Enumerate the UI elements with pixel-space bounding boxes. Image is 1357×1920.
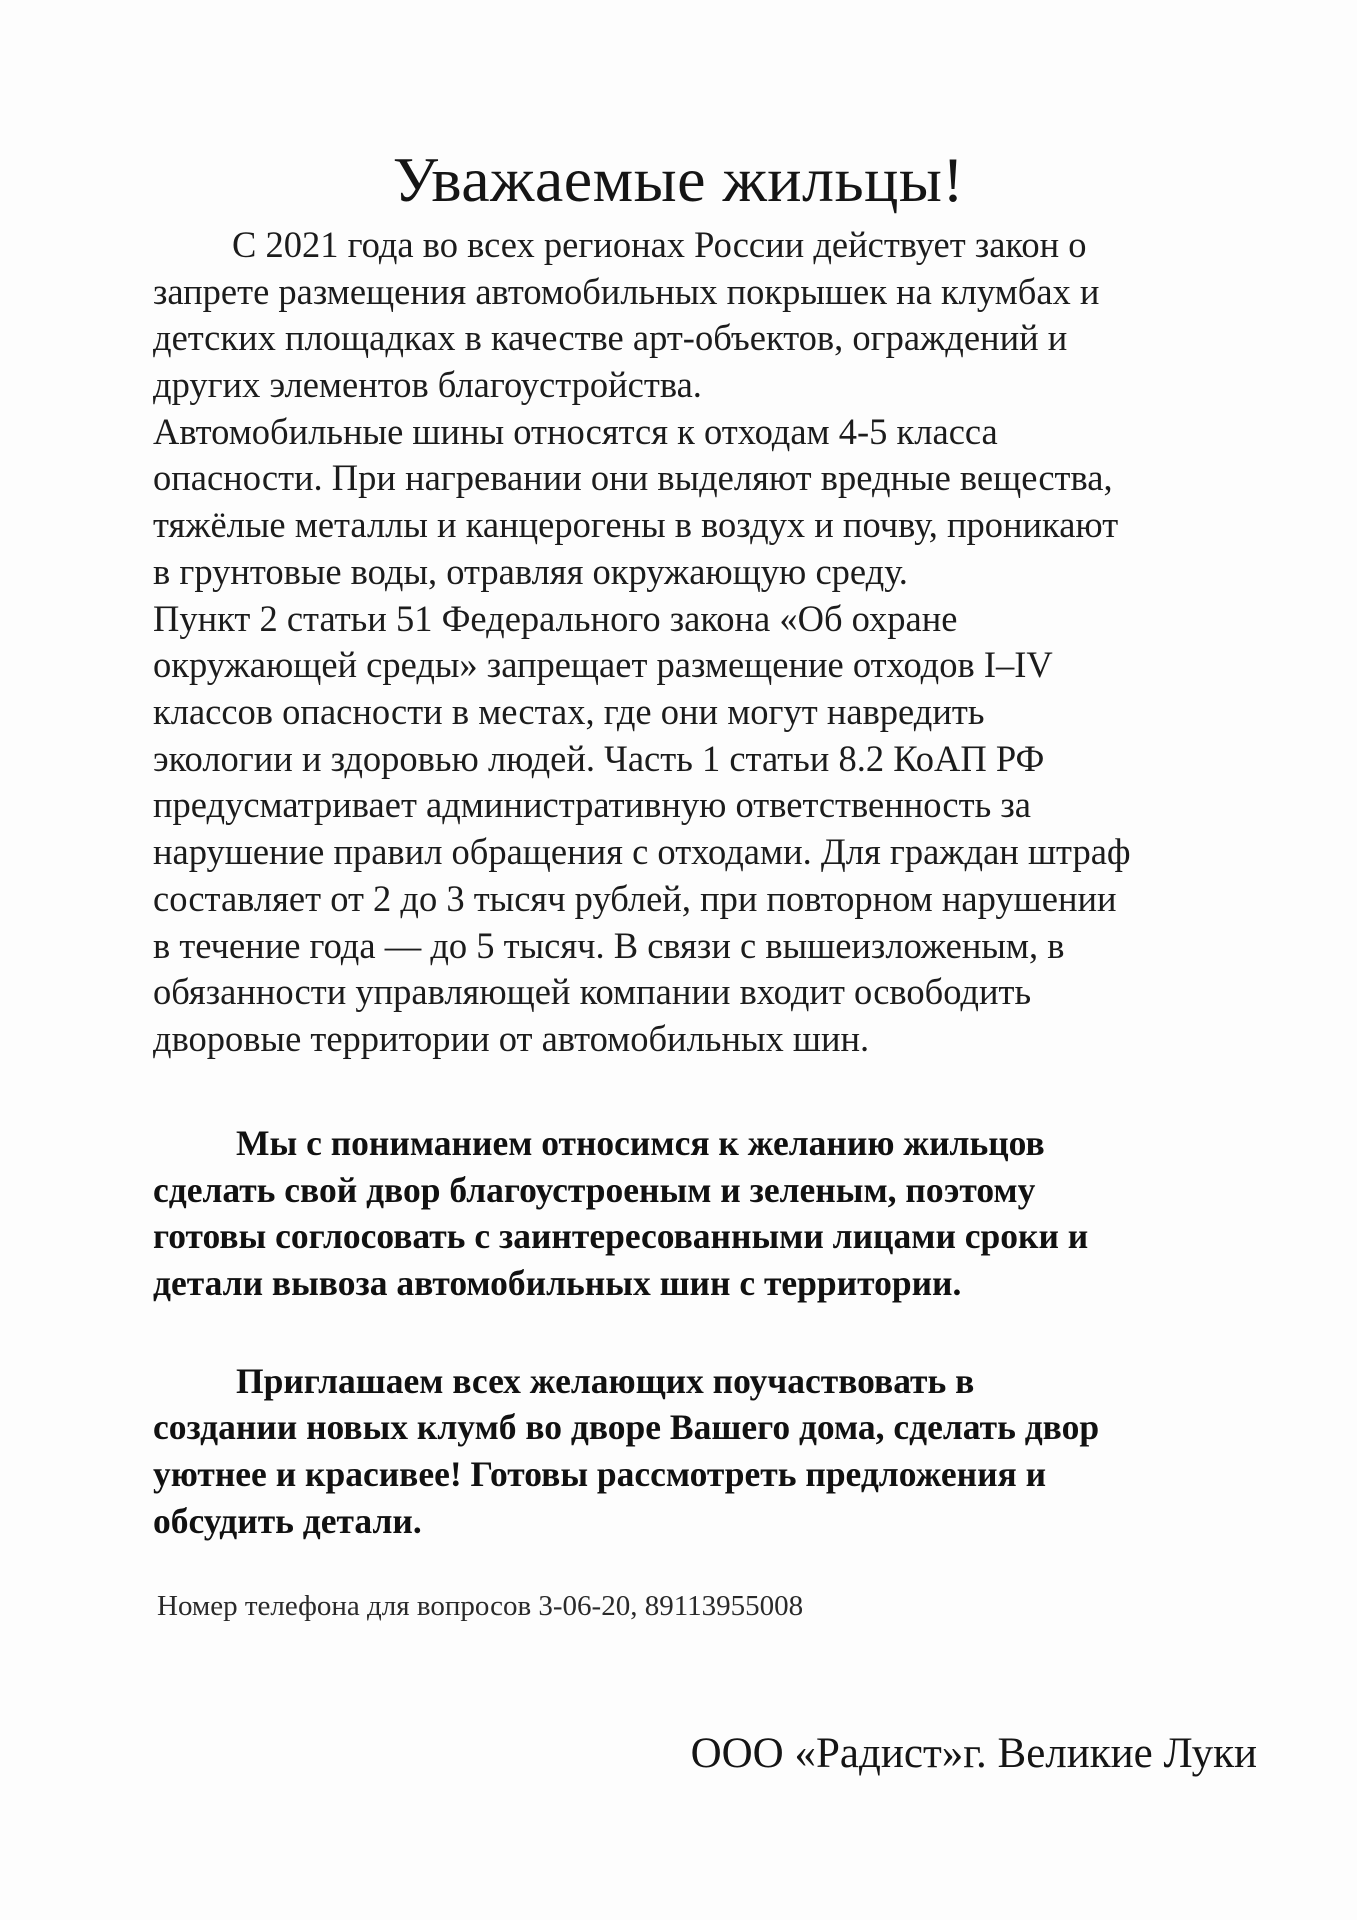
law-line: обязанности управляющей компании входит освободить <box>153 971 1032 1012</box>
law-line: окружающей среды» запрещает размещение отходов I–IV <box>153 644 1053 685</box>
hazard-line: опасности. При нагревании они выделяют вредные вещества, <box>153 457 1113 498</box>
law-line: Пункт 2 статьи 51 Федерального закона «Об охране <box>153 598 958 639</box>
understanding-line: сделать свой двор благоустроеным и зеленым, поэтому <box>153 1170 1036 1210</box>
understanding-line: готовы соглосовать с заинтересованными лицами сроки и <box>153 1216 1089 1256</box>
understanding-line: детали вывоза автомобильных шин с территории. <box>153 1263 962 1303</box>
law-line: экологии и здоровью людей. Часть 1 статьи 8.2 КоАП РФ <box>153 738 1045 779</box>
law-line: классов опасности в местах, где они могут навредить <box>153 691 985 732</box>
invitation-line: обсудить детали. <box>153 1501 422 1541</box>
hazard-line: Автомобильные шины относятся к отходам 4-5 класса <box>153 411 998 452</box>
law-line: предусматривает административную ответственность за <box>153 784 1031 825</box>
intro-line: запрете размещения автомобильных покрышек на клумбах и <box>153 271 1100 312</box>
contact-phone: Номер телефона для вопросов 3-06-20, 89113955008 <box>157 1590 804 1622</box>
invitation-line: Приглашаем всех желающих поучаствовать в <box>236 1361 975 1401</box>
hazard-line: тяжёлые металлы и канцерогены в воздух и почву, проникают <box>153 504 1119 545</box>
intro-line: детских площадках в качестве арт-объектов, ограждений и <box>153 317 1068 358</box>
company-signature: ООО «Радист»г. Великие Луки <box>690 1730 1257 1777</box>
invitation-line: уютнее и красивее! Готовы рассмотреть предложения и <box>153 1454 1047 1494</box>
invitation-line: создании новых клумб во дворе Вашего дома, сделать двор <box>153 1407 1100 1447</box>
notice-title: Уважаемые жильцы! <box>392 144 965 215</box>
law-line: нарушение правил обращения с отходами. Для граждан штраф <box>153 831 1131 872</box>
intro-line: С 2021 года во всех регионах России действует закон о <box>232 224 1087 265</box>
law-line: в течение года — до 5 тысяч. В связи с вышеизложеным, в <box>153 925 1065 966</box>
hazard-line: в грунтовые воды, отравляя окружающую среду. <box>153 551 908 592</box>
understanding-line: Мы с пониманием относимся к желанию жильцов <box>236 1123 1045 1163</box>
law-line: дворовые территории от автомобильных шин. <box>153 1018 870 1059</box>
law-line: составляет от 2 до 3 тысяч рублей, при повторном нарушении <box>153 878 1117 919</box>
intro-line: других элементов благоустройства. <box>153 364 702 405</box>
